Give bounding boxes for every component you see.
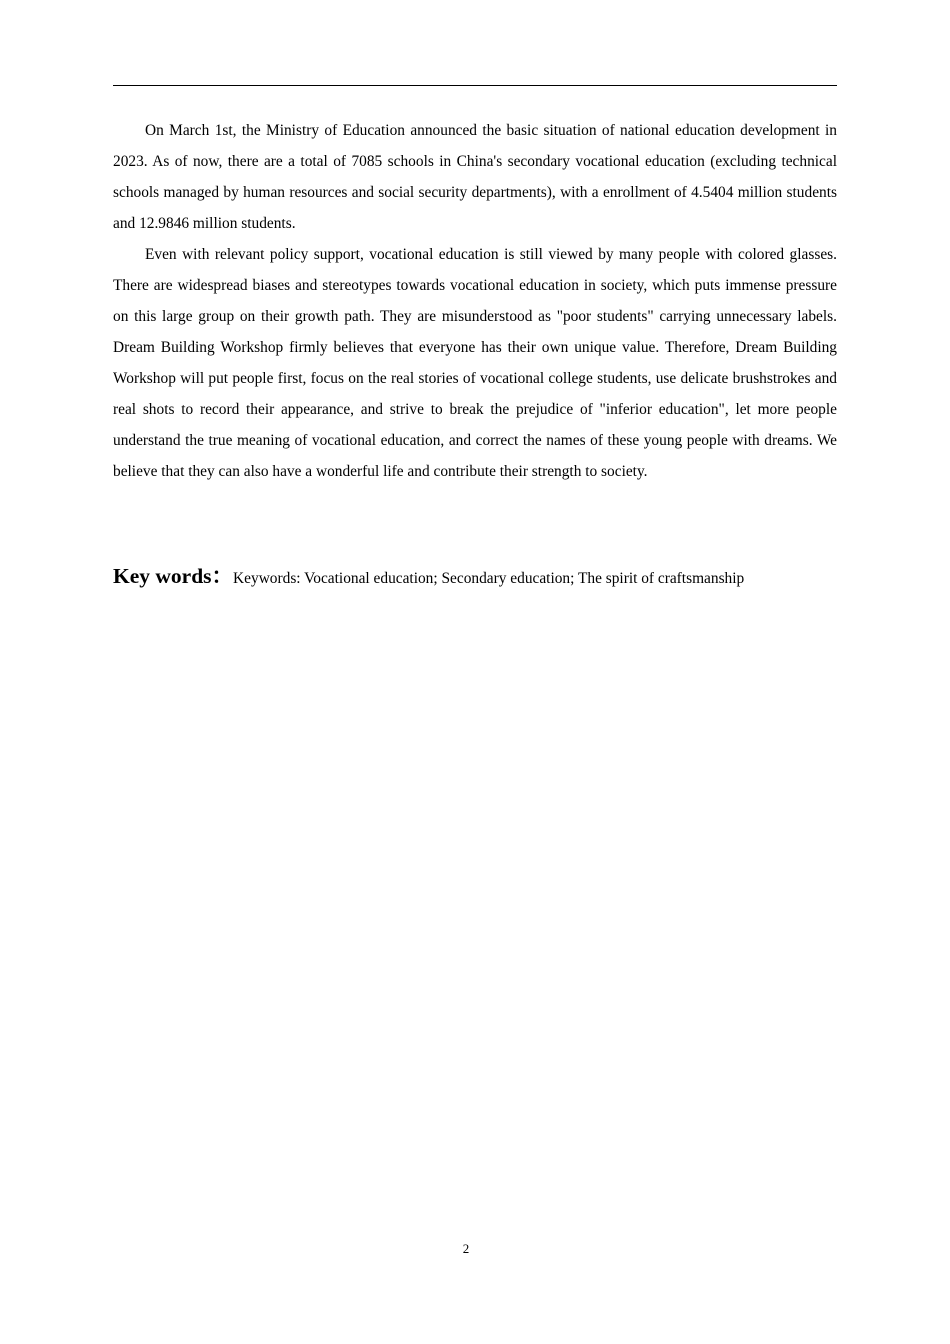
paragraph-1: On March 1st, the Ministry of Education announced the basic situation of national education development in 2023. As of now, there are a total of 7085 schools in China's secondary vocational education (excluding technical schools managed by human resources and social security departments), with a enrollment of 4.5404 million students and 12.9846 million students.	[113, 122, 837, 232]
keywords-text: Keywords: Vocational education; Secondary education; The spirit of craftsmanship	[233, 570, 745, 587]
keywords-label: Key words：	[113, 564, 234, 588]
body-text	[113, 115, 837, 487]
page-number: 2	[462, 1241, 470, 1256]
header-rule	[113, 85, 837, 86]
paragraph-2: Even with relevant policy support, vocational education is still viewed by many people with colored glasses. There are widespread biases and stereotypes towards vocational education in society, which puts immense pressure on this large group on their growth path. They are misunderstood as "poor students" carrying unnecessary labels. Dream Building Workshop firmly believes that everyone has their own unique value. Therefore, Dream Building Workshop will put people first, focus on the real stories of vocational college students, use delicate brushstrokes and real shots to record their appearance, and strive to break the prejudice of "inferior education", let more people understand the true meaning of vocational education, and correct the names of these young people with dreams. We believe that they can also have a wonderful life and contribute their strength to society.	[113, 246, 837, 480]
keywords-line	[113, 560, 837, 595]
